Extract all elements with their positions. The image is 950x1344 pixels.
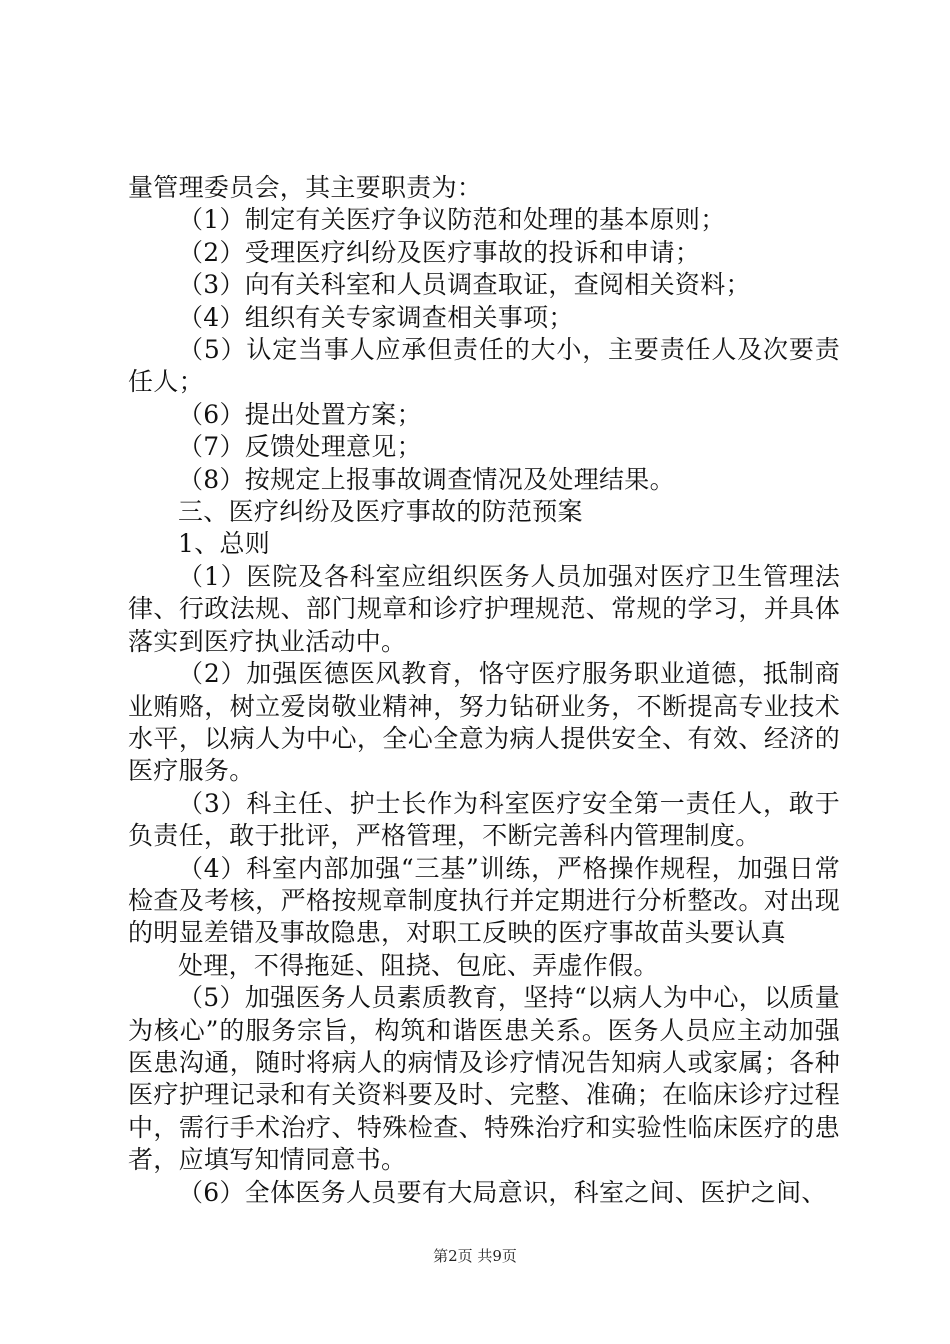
paragraph: 量管理委员会，其主要职责为： bbox=[128, 173, 483, 202]
paragraph: 处理，不得拖延、阻挠、包庇、弄虚作假。 bbox=[178, 950, 659, 980]
paragraph: （5）认定当事人应承但责任的大小，主要责任人及次要责任人； bbox=[128, 335, 840, 397]
paragraph: （3）科主任、护士长作为科室医疗安全第一责任人，敢于负责任，敢于批评，严格管理，不断完善科内管理制度。 bbox=[128, 788, 840, 851]
page-footer: 第2页 共9页 bbox=[433, 1247, 517, 1265]
paragraph: （1）医院及各科室应组织医务人员加强对医疗卫生管理法律、行政法规、部门规章和诊疗护理规范、常规的学习，并具体落实到医疗执业活动中。 bbox=[128, 561, 840, 656]
paragraph: （8）按规定上报事故调查情况及处理结果。 bbox=[178, 464, 675, 494]
paragraph: （1）制定有关医疗争议防范和处理的基本原则； bbox=[178, 205, 726, 235]
document-body bbox=[128, 172, 840, 1209]
paragraph: （3）向有关科室和人员调查取证，查阅相关资料； bbox=[178, 270, 751, 300]
paragraph: （2）受理医疗纠纷及医疗事故的投诉和申请； bbox=[178, 237, 701, 267]
paragraph: 1、总则 bbox=[178, 529, 271, 559]
paragraph: （6）全体医务人员要有大局意识，科室之间、医护之间、 bbox=[178, 1177, 827, 1207]
paragraph: （7）反馈处理意见； bbox=[178, 432, 422, 462]
paragraph: （2）加强医德医风教育，恪守医疗服务职业道德，抵制商业贿赂，树立爱岗敬业精神，努力钻研业务，不断提高专业技术水平，以病人为中心，全心全意为病人提供安全、有效、经济的医疗服务。 bbox=[128, 659, 840, 786]
paragraph: （4）科室内部加强“三基”训练，严格操作规程，加强日常检查及考核，严格按规章制度执行并定期进行分析整改。对出现的明显差错及事故隐患，对职工反映的医疗事故苗头要认真 bbox=[128, 853, 840, 948]
paragraph: （4）组织有关专家调查相关事项； bbox=[178, 302, 574, 332]
paragraph: （5）加强医务人员素质教育，坚持“以病人为中心，以质量为核心”的服务宗旨，构筑和谐医患关系。医务人员应主动加强医患沟通，随时将病人的病情及诊疗情况告知病人或家属；各种医疗护理记录和有关资料要及时、完整、准确；在临床诊疗过程中，需行手术治疗、特殊检查、特殊治疗和实验性临床医疗的患者，应填写知情同意书。 bbox=[128, 983, 840, 1175]
paragraph: （6）提出处置方案； bbox=[178, 399, 422, 429]
paragraph: 三、医疗纠纷及医疗事故的防范预案 bbox=[178, 497, 583, 527]
